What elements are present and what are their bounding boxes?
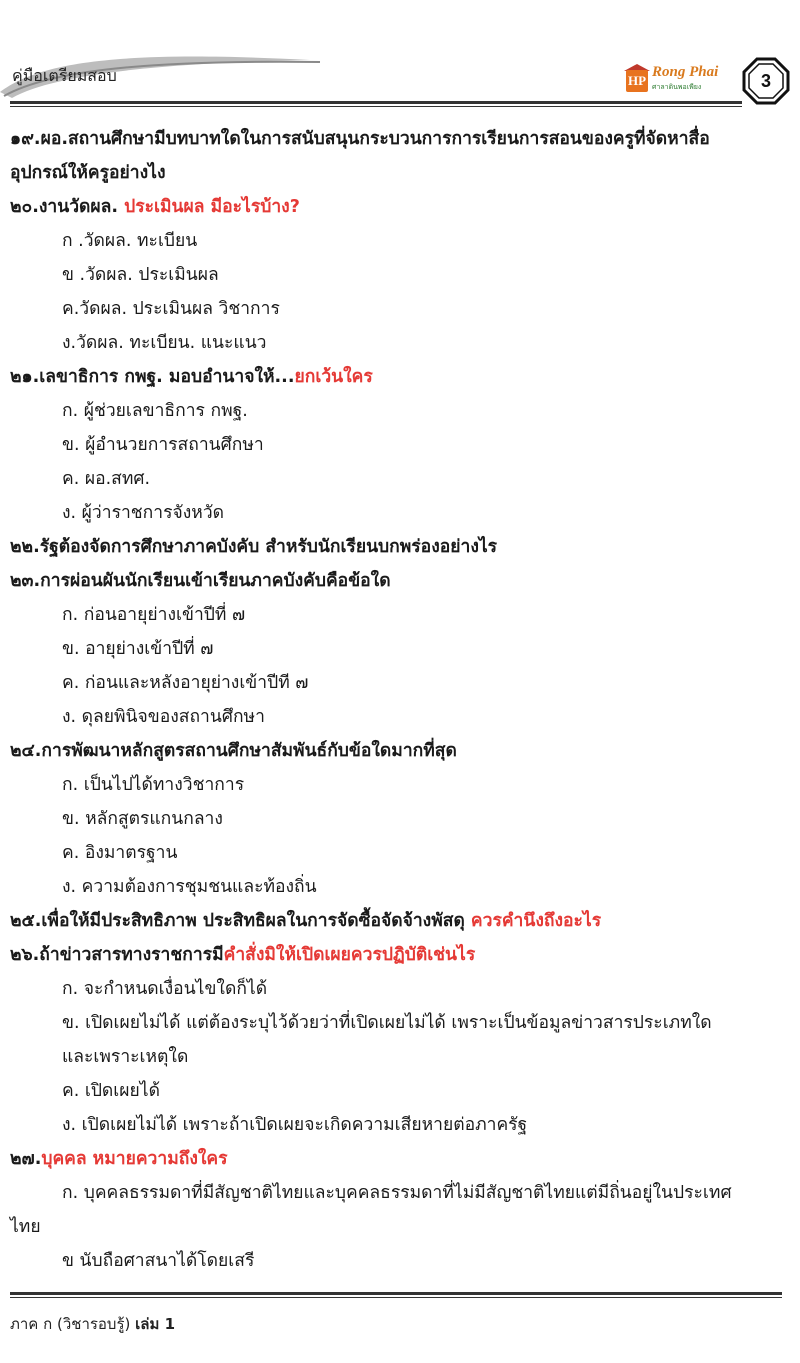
- line-text: ง. ความต้องการชุมชนและท้องถิ่น: [62, 877, 317, 897]
- highlighted-text: ประเมินผล มีอะไรบ้าง?: [124, 197, 300, 217]
- answer-option: [10, 292, 790, 326]
- answer-option: [10, 1108, 790, 1142]
- line-text: ก. ผู้ช่วยเลขาธิการ กพฐ.: [62, 401, 248, 421]
- line-text: ค.วัดผล. ประเมินผล วิชาการ: [62, 299, 280, 319]
- answer-option: [10, 326, 790, 360]
- answer-option: [10, 1074, 790, 1108]
- question-line: [10, 360, 790, 394]
- footer-subject: (วิชารอบรู้): [56, 1315, 131, 1333]
- question-line: [10, 122, 790, 156]
- line-text: ค. เปิดเผยได้: [62, 1081, 160, 1101]
- line-text: ค. อิงมาตรฐาน: [62, 843, 178, 863]
- answer-option: [10, 496, 790, 530]
- answer-option: [10, 428, 790, 462]
- line-text: ก. จะกำหนดเงื่อนไขใดก็ได้: [62, 979, 268, 999]
- answer-option: [10, 1006, 790, 1040]
- line-text: ข. ผู้อำนวยการสถานศึกษา: [62, 435, 264, 455]
- question-list: [10, 122, 790, 1278]
- answer-option: [10, 632, 790, 666]
- line-text: ก .วัดผล. ทะเบียน: [62, 231, 198, 251]
- answer-option: [10, 666, 790, 700]
- footer-divider-thin: [10, 1297, 782, 1298]
- header-title: คู่มือเตรียมสอบ: [12, 66, 117, 85]
- logo-subtext: ศาลาดินพอเพียง: [652, 83, 702, 91]
- question-line: [10, 564, 790, 598]
- line-text: ก. เป็นไปได้ทางวิชาการ: [62, 775, 245, 795]
- highlighted-text: ยกเว้นใคร: [294, 367, 373, 387]
- answer-option: [10, 836, 790, 870]
- answer-option: [10, 462, 790, 496]
- rong-phai-logo: [626, 66, 738, 96]
- highlighted-text: บุคคล หมายความถึงใคร: [41, 1149, 228, 1169]
- line-text: ข. เปิดเผยไม่ได้ แต่ต้องระบุไว้ด้วยว่าที่เปิดเผยไม่ได้ เพราะเป็นข้อมูลข่าวสารประเภทใด: [62, 1013, 712, 1033]
- question-line: [10, 904, 790, 938]
- line-text: ข. หลักสูตรแกนกลาง: [62, 809, 223, 829]
- logo-mark: HP: [626, 70, 648, 92]
- question-line: [10, 1142, 790, 1176]
- line-text: ง. เปิดเผยไม่ได้ เพราะถ้าเปิดเผยจะเกิดความเสียหายต่อภาครัฐ: [62, 1115, 528, 1135]
- line-text: ง. ผู้ว่าราชการจังหวัด: [62, 503, 225, 523]
- answer-option: [10, 768, 790, 802]
- line-text: ข .วัดผล. ประเมินผล: [62, 265, 219, 285]
- highlighted-text: ควรคำนึงถึงอะไร: [470, 911, 602, 931]
- line-text: ๒๗.: [10, 1149, 42, 1169]
- line-text: ๒๔.การพัฒนาหลักสูตรสถานศึกษาสัมพันธ์กับข้อใดมากที่สุด: [10, 741, 457, 761]
- highlighted-text: คำสั่งมิให้เปิดเผยควรปฏิบัติเช่นไร: [223, 945, 476, 965]
- text-line: [10, 1210, 790, 1244]
- footer-part: ภาค ก: [10, 1315, 53, 1333]
- answer-option: [10, 224, 790, 258]
- line-text: ง. ดุลยพินิจของสถานศึกษา: [62, 707, 265, 727]
- footer-divider: [10, 1292, 782, 1295]
- line-text: ๒๓.การผ่อนผันนักเรียนเข้าเรียนภาคบังคับคือข้อใด: [10, 571, 391, 591]
- question-line: [10, 734, 790, 768]
- line-text: ค. ก่อนและหลังอายุย่างเข้าปีที ๗: [62, 673, 309, 693]
- line-text: ๒๐.งานวัดผล.: [10, 197, 125, 217]
- line-text: ๒๑.เลขาธิการ กพฐ. มอบอำนาจให้...: [10, 367, 295, 387]
- answer-option: [10, 258, 790, 292]
- line-text: ๑๙.ผอ.สถานศึกษามีบทบาทใดในการสนับสนุนกระบวนการการเรียนการสอนของครูที่จัดหาสื่อ: [10, 129, 710, 149]
- line-text: อุปกรณ์ให้ครูอย่างไง: [10, 163, 166, 183]
- footer-volume: เล่ม 1: [135, 1315, 176, 1333]
- line-text: ค. ผอ.สทศ.: [62, 469, 151, 489]
- line-text: ๒๕.เพื่อให้มีประสิทธิภาพ ประสิทธิผลในการจัดซื้อจัดจ้างพัสดุ: [10, 911, 471, 931]
- header-divider: [10, 101, 742, 104]
- answer-option: [10, 1040, 790, 1074]
- answer-option: [10, 1244, 790, 1278]
- question-line: [10, 938, 790, 972]
- line-text: ง.วัดผล. ทะเบียน. แนะแนว: [62, 333, 267, 353]
- line-text: ๒๖.ถ้าข่าวสารทางราชการมี: [10, 945, 224, 965]
- answer-option: [10, 1176, 790, 1210]
- line-text: ก. บุคคลธรรมดาที่มีสัญชาติไทยและบุคคลธรรมดาที่ไม่มีสัญชาติไทยแต่มีถิ่นอยู่ในประเทศ: [62, 1183, 732, 1203]
- page-header: [0, 0, 800, 112]
- page-footer: [10, 1312, 175, 1336]
- page-number: 3: [760, 71, 771, 91]
- header-divider-thin: [10, 106, 742, 107]
- line-text: ไทย: [10, 1217, 41, 1237]
- line-text: ก. ก่อนอายุย่างเข้าปีที่ ๗: [62, 605, 246, 625]
- question-line: [10, 156, 790, 190]
- answer-option: [10, 394, 790, 428]
- page-number-badge: [742, 57, 790, 105]
- answer-option: [10, 700, 790, 734]
- logo-text: Rong Phai: [652, 64, 719, 80]
- line-text: และเพราะเหตุใด: [62, 1047, 189, 1067]
- answer-option: [10, 598, 790, 632]
- answer-option: [10, 870, 790, 904]
- line-text: ข นับถือศาสนาได้โดยเสรี: [62, 1251, 255, 1271]
- answer-option: [10, 802, 790, 836]
- line-text: ข. อายุย่างเข้าปีที่ ๗: [62, 639, 214, 659]
- line-text: ๒๒.รัฐต้องจัดการศึกษาภาคบังคับ สำหรับนักเรียนบกพร่องอย่างไร: [10, 537, 498, 557]
- question-line: [10, 530, 790, 564]
- question-line: [10, 190, 790, 224]
- answer-option: [10, 972, 790, 1006]
